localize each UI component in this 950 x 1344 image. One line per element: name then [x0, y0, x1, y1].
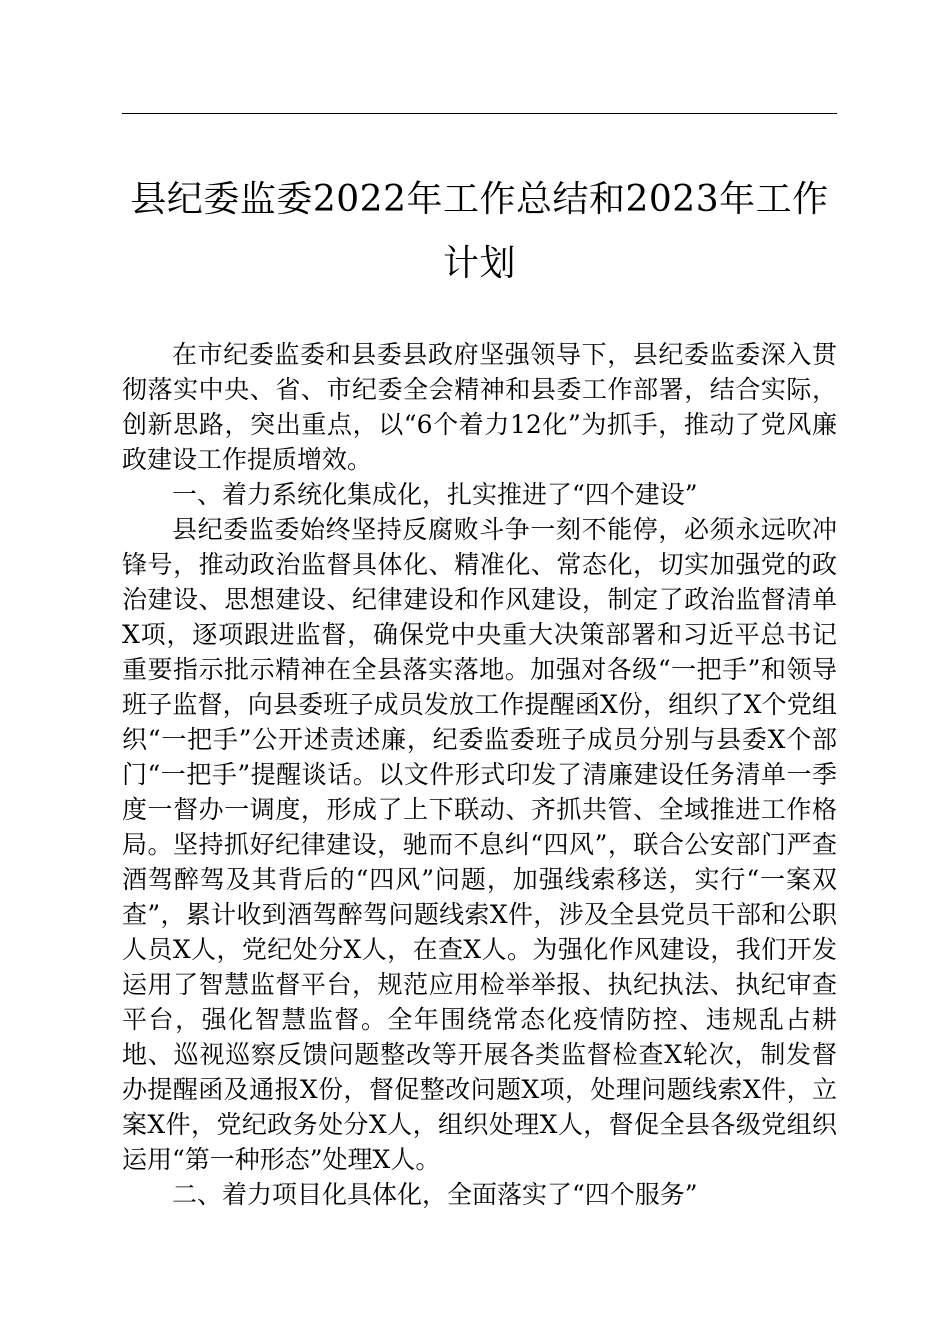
- section-heading-1: 一、着力系统化集成化，扎实推进了“四个建设”: [172, 480, 698, 509]
- section-1-paragraph: 县纪委监委始终坚持反腐败斗争一刻不能停，必须永远吹冲锋号，推动政治监督具体化、精准化、常态化，切实加强党的政治建设、思想建设、纪律建设和作风建设，制定了政治监督清单X项，逐项跟进监督，确保党中央重大决策部署和习近平总书记重要指示批示精神在全县落实落地。加强对各级“一把手”和领导班子监督，向县委班子成员发放工作提醒函X份，组织了X个党组织“一把手”公开述责述廉，纪委监委班子成员分别与县委X个部门“一把手”提醒谈话。以文件形式印发了清廉建设任务清单一季度一督办一调度，形成了上下联动、齐抓共管、全域推进工作格局。坚持抓好纪律建设，驰而不息纠“四风”，联合公安部门严查酒驾醉驾及其背后的“四风”问题，加强线索移送，实行“一案双查”，累计收到酒驾醉驾问题线索X件，涉及全县党员干部和公职人员X人，党纪处分X人，在查X人。为强化作风建设，我们开发运用了智慧监督平台，规范应用检举举报、执纪执法、执纪审查平台，强化智慧监督。全年围绕常态化疫情防控、违规乱占耕地、巡视巡察反馈问题整改等开展各类监督检查X轮次，制发督办提醒函及通报X份，督促整改问题X项，处理问题线索X件，立案X件，党纪政务处分X人，组织处理X人，督促全县各级党组织运用“第一种形态”处理X人。: [122, 515, 837, 1174]
- document-body: [122, 337, 837, 1212]
- intro-paragraph: 在市纪委监委和县委县政府坚强领导下，县纪委监委深入贯彻落实中央、省、市纪委全会精神和县委工作部署，结合实际，创新思路，突出重点，以“6个着力12化”为抓手，推动了党风廉政建设工作提质增效。: [122, 340, 837, 474]
- header-rule: [122, 113, 837, 114]
- document-title: 县纪委监委2022年工作总结和2023年工作计划: [130, 179, 829, 284]
- section-heading-2: 二、着力项目化具体化，全面落实了“四个服务”: [172, 1180, 698, 1209]
